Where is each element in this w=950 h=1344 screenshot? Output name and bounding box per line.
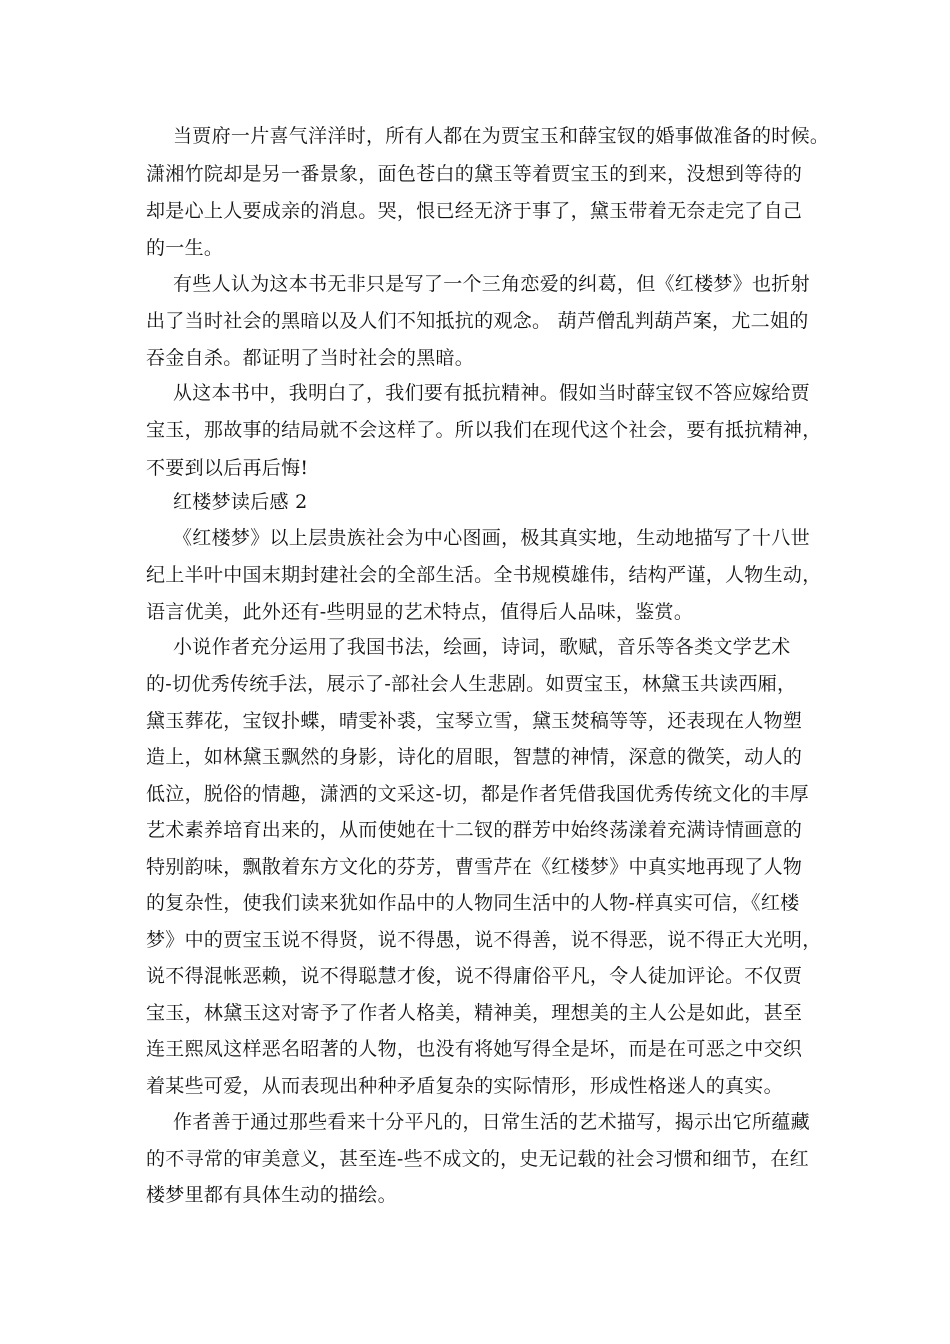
text-line: 的一生。 — [146, 237, 224, 259]
text-line: 宝玉，那故事的结局就不会这样了。所以我们在现代这个社会，要有抵抗精神， — [146, 419, 822, 441]
text-line: 的复杂性，使我们读来犹如作品中的人物同生活中的人物-样真实可信，《红楼 — [146, 892, 800, 914]
text-line: 特别韵味，飘散着东方文化的芬芳，曹雪芹在《红楼梦》中真实地再现了人物 — [146, 856, 803, 878]
text-line: 艺术素养培育出来的，从而使她在十二钗的群芳中始终荡漾着充满诗情画意的 — [146, 819, 803, 841]
text-line: 说不得混帐恶赖，说不得聪慧才俊，说不得庸俗平凡，令人徒加评论。不仅贾 — [146, 965, 803, 987]
text-line: 潇湘竹院却是另一番景象，面色苍白的黛玉等着贾宝玉的到来，没想到等待的 — [146, 163, 803, 185]
text-line: 从这本书中，我明白了，我们要有抵抗精神。假如当时薛宝钗不答应嫁给贾 — [173, 382, 810, 404]
text-line: 楼梦里都有具体生动的描绘。 — [146, 1184, 397, 1206]
text-line: 当贾府一片喜气洋洋时，所有人都在为贾宝玉和薛宝钗的婚事做准备的时候。 — [173, 125, 830, 147]
text-line: 小说作者充分运用了我国书法，绘画，诗词，歌赋，音乐等各类文学艺术 — [173, 636, 791, 658]
text-line: 梦》中的贾宝玉说不得贤，说不得愚，说不得善，说不得恶，说不得正大光明， — [146, 929, 822, 951]
text-line: 着某些可爱，从而表现出种种矛盾复杂的实际情形，形成性格迷人的真实。 — [146, 1075, 783, 1097]
text-line: 黛玉葬花，宝钗扑蝶，晴雯补裘，宝琴立雪，黛玉焚稿等等，还表现在人物塑 — [146, 710, 803, 732]
text-line: 宝玉，林黛玉这对寄予了作者人格美，精神美，理想美的主人公是如此，甚至 — [146, 1002, 803, 1024]
text-line: 《红楼梦》以上层贵族社会为中心图画，极其真实地，生动地描写了十八世 — [173, 527, 810, 549]
text-line: 吞金自杀。都证明了当时社会的黑暗。 — [146, 347, 475, 369]
text-line: 连王熙凤这样恶名昭著的人物，也没有将她写得全是坏，而是在可恶之中交织 — [146, 1038, 803, 1060]
text-line: 语言优美，此外还有-些明显的艺术特点，值得后人品味，鉴赏。 — [146, 601, 694, 623]
text-line: 出了当时社会的黑暗以及人们不知抵抗的观念。 葫芦僧乱判葫芦案，尤二姐的 — [146, 310, 809, 332]
text-line: 的不寻常的审美意义，甚至连-些不成文的，史无记载的社会习惯和细节，在红 — [146, 1148, 809, 1170]
text-line: 作者善于通过那些看来十分平凡的，日常生活的艺术描写，揭示出它所蕴藏 — [173, 1111, 810, 1133]
text-line: 低泣，脱俗的情趣，潇洒的文采这-切，都是作者凭借我国优秀传统文化的丰厚 — [146, 783, 809, 805]
text-line: 却是心上人要成亲的消息。哭，恨已经无济于事了，黛玉带着无奈走完了自己 — [146, 200, 803, 222]
text-line: 的-切优秀传统手法，展示了-部社会人生悲剧。如贾宝玉，林黛玉共读西厢， — [146, 673, 797, 695]
text-line: 纪上半叶中国末期封建社会的全部生活。全书规模雄伟，结构严谨，人物生动， — [146, 564, 822, 586]
text-line: 造上，如林黛玉飘然的身影，诗化的眉眼，智慧的神情，深意的微笑，动人的 — [146, 746, 803, 768]
section-heading: 红楼梦读后感 2 — [173, 491, 308, 513]
text-line: 有些人认为这本书无非只是写了一个三角恋爱的纠葛，但《红楼梦》也折射 — [173, 273, 810, 295]
text-line: 不要到以后再后悔! — [146, 457, 309, 479]
